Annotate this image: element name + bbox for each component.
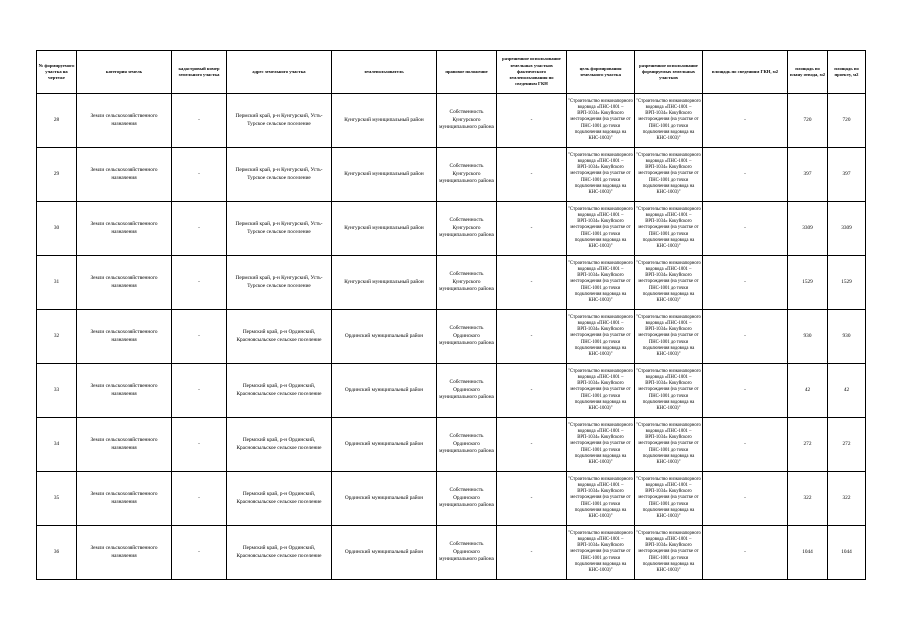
cell-gkn-permitted-use: - bbox=[497, 94, 567, 148]
cell-area-plan: 930 bbox=[788, 310, 828, 364]
cell-purpose: "Строительство низконапорного водовода «ПНС-1001 – ВРП-1034» Кокуйского месторождения (на участке от ПНС-1001 до точки подключения водовода на КНС-1003)" bbox=[568, 477, 633, 519]
header-purpose: цель формирования земельного участка bbox=[567, 51, 635, 94]
land-plots-table bbox=[36, 50, 866, 580]
cell-land-category: Земли сельскохозяйственного назначения bbox=[77, 148, 172, 202]
cell-address: Пермский край, р-н Кунгурский, Усть-Турское сельское поселение bbox=[227, 148, 332, 202]
cell-area-gkn: - bbox=[703, 472, 788, 526]
table-row bbox=[37, 526, 866, 580]
cell-gkn-permitted-use: - bbox=[497, 256, 567, 310]
table-row bbox=[37, 256, 866, 310]
cell-legal-status: Собственность Кунгурского муниципального района bbox=[437, 94, 497, 148]
cell-plot-number: 33 bbox=[37, 364, 77, 418]
header-land-user: землепользователь bbox=[332, 51, 437, 94]
cell-legal-status: Собственность Ординского муниципального района bbox=[437, 472, 497, 526]
table-row bbox=[37, 364, 866, 418]
cell-address: Пермский край, р-н Ординский, Красноясыльское сельское поселение bbox=[227, 310, 332, 364]
cell-area-plan: 3309 bbox=[788, 202, 828, 256]
cell-gkn-permitted-use: - bbox=[497, 418, 567, 472]
cell-gkn-permitted-use: - bbox=[497, 526, 567, 580]
cell-area-gkn: - bbox=[703, 148, 788, 202]
cell-land-user: Ординский муниципальный район bbox=[332, 418, 437, 472]
cell-area-project: 930 bbox=[828, 310, 866, 364]
header-address: адрес земельного участка bbox=[227, 51, 332, 94]
cell-permitted-use: "Строительство низконапорного водовода «ПНС-1001 – ВРП-1034» Кокуйского месторождения (на участке от ПНС-1001 до точки подключения водовода на КНС-1003)" bbox=[636, 531, 701, 573]
cell-permitted-use: "Строительство низконапорного водовода «ПНС-1001 – ВРП-1034» Кокуйского месторождения (на участке от ПНС-1001 до точки подключения водовода на КНС-1003)" bbox=[636, 477, 701, 519]
cell-purpose: "Строительство низконапорного водовода «ПНС-1001 – ВРП-1034» Кокуйского месторождения (на участке от ПНС-1001 до точки подключения водовода на КНС-1003)" bbox=[568, 207, 633, 249]
cell-cadastral-number: - bbox=[172, 364, 227, 418]
cell-purpose: "Строительство низконапорного водовода «ПНС-1001 – ВРП-1034» Кокуйского месторождения (на участке от ПНС-1001 до точки подключения водовода на КНС-1003)" bbox=[568, 423, 633, 465]
cell-area-plan: 720 bbox=[788, 94, 828, 148]
cell-area-project: 720 bbox=[828, 94, 866, 148]
cell-permitted-use: "Строительство низконапорного водовода «ПНС-1001 – ВРП-1034» Кокуйского месторождения (на участке от ПНС-1001 до точки подключения водовода на КНС-1003)" bbox=[636, 99, 701, 141]
cell-purpose: "Строительство низконапорного водовода «ПНС-1001 – ВРП-1034» Кокуйского месторождения (на участке от ПНС-1001 до точки подключения водовода на КНС-1003)" bbox=[568, 369, 633, 411]
cell-area-project: 42 bbox=[828, 364, 866, 418]
cell-gkn-permitted-use: - bbox=[497, 364, 567, 418]
cell-land-user: Кунгурский муниципальный район bbox=[332, 148, 437, 202]
cell-address: Пермский край, р-н Кунгурский, Усть-Турское сельское поселение bbox=[227, 256, 332, 310]
cell-land-category: Земли сельскохозяйственного назначения bbox=[77, 364, 172, 418]
table-row bbox=[37, 94, 866, 148]
table-row bbox=[37, 202, 866, 256]
cell-land-user: Ординский муниципальный район bbox=[332, 310, 437, 364]
cell-land-user: Кунгурский муниципальный район bbox=[332, 202, 437, 256]
cell-land-category: Земли сельскохозяйственного назначения bbox=[77, 418, 172, 472]
cell-legal-status: Собственность Кунгурского муниципального района bbox=[437, 256, 497, 310]
cell-cadastral-number: - bbox=[172, 310, 227, 364]
cell-permitted-use: "Строительство низконапорного водовода «ПНС-1001 – ВРП-1034» Кокуйского месторождения (на участке от ПНС-1001 до точки подключения водовода на КНС-1003)" bbox=[636, 315, 701, 357]
document-page bbox=[36, 50, 866, 580]
cell-legal-status: Собственность Ординского муниципального района bbox=[437, 364, 497, 418]
cell-area-project: 397 bbox=[828, 148, 866, 202]
cell-permitted-use: "Строительство низконапорного водовода «ПНС-1001 – ВРП-1034» Кокуйского месторождения (на участке от ПНС-1001 до точки подключения водовода на КНС-1003)" bbox=[636, 369, 701, 411]
header-cadastral-number: кадастровый номер земельного участка bbox=[172, 51, 227, 94]
cell-cadastral-number: - bbox=[172, 256, 227, 310]
cell-plot-number: 29 bbox=[37, 148, 77, 202]
cell-gkn-permitted-use: - bbox=[497, 148, 567, 202]
table-body bbox=[37, 94, 866, 580]
cell-cadastral-number: - bbox=[172, 526, 227, 580]
cell-address: Пермский край, р-н Ординский, Красноясыльское сельское поселение bbox=[227, 418, 332, 472]
cell-area-plan: 272 bbox=[788, 418, 828, 472]
header-plot-number: № формируемого участка на чертеже bbox=[37, 51, 77, 94]
header-legal-status: правовое положение bbox=[437, 51, 497, 94]
cell-area-gkn: - bbox=[703, 256, 788, 310]
table-row bbox=[37, 148, 866, 202]
header-permitted-use: разрешенное использование формируемых земельных участков bbox=[635, 51, 703, 94]
cell-purpose: "Строительство низконапорного водовода «ПНС-1001 – ВРП-1034» Кокуйского месторождения (на участке от ПНС-1001 до точки подключения водовода на КНС-1003)" bbox=[568, 261, 633, 303]
cell-plot-number: 36 bbox=[37, 526, 77, 580]
cell-gkn-permitted-use: - bbox=[497, 202, 567, 256]
cell-area-plan: 1529 bbox=[788, 256, 828, 310]
header-area-project: площадь по проекту, м2 bbox=[828, 51, 866, 94]
cell-address: Пермский край, р-н Ординский, Красноясыльское сельское поселение bbox=[227, 364, 332, 418]
cell-land-category: Земли сельскохозяйственного назначения bbox=[77, 310, 172, 364]
cell-plot-number: 35 bbox=[37, 472, 77, 526]
cell-land-user: Ординский муниципальный район bbox=[332, 472, 437, 526]
cell-area-gkn: - bbox=[703, 202, 788, 256]
cell-permitted-use: "Строительство низконапорного водовода «ПНС-1001 – ВРП-1034» Кокуйского месторождения (на участке от ПНС-1001 до точки подключения водовода на КНС-1003)" bbox=[636, 261, 701, 303]
cell-area-project: 1044 bbox=[828, 526, 866, 580]
cell-area-gkn: - bbox=[703, 418, 788, 472]
cell-land-category: Земли сельскохозяйственного назначения bbox=[77, 526, 172, 580]
cell-legal-status: Собственность Кунгурского муниципального района bbox=[437, 202, 497, 256]
cell-cadastral-number: - bbox=[172, 148, 227, 202]
cell-gkn-permitted-use: - bbox=[497, 472, 567, 526]
cell-permitted-use: "Строительство низконапорного водовода «ПНС-1001 – ВРП-1034» Кокуйского месторождения (на участке от ПНС-1001 до точки подключения водовода на КНС-1003)" bbox=[636, 207, 701, 249]
cell-address: Пермский край, р-н Ординский, Красноясыльское сельское поселение bbox=[227, 526, 332, 580]
cell-legal-status: Собственность Кунгурского муниципального района bbox=[437, 148, 497, 202]
cell-land-user: Ординский муниципальный район bbox=[332, 364, 437, 418]
cell-plot-number: 34 bbox=[37, 418, 77, 472]
cell-cadastral-number: - bbox=[172, 202, 227, 256]
cell-legal-status: Собственность Ординского муниципального района bbox=[437, 526, 497, 580]
table-row bbox=[37, 418, 866, 472]
cell-address: Пермский край, р-н Кунгурский, Усть-Турское сельское поселение bbox=[227, 94, 332, 148]
table-header bbox=[37, 51, 866, 94]
cell-plot-number: 30 bbox=[37, 202, 77, 256]
cell-area-plan: 397 bbox=[788, 148, 828, 202]
cell-address: Пермский край, р-н Кунгурский, Усть-Турское сельское поселение bbox=[227, 202, 332, 256]
cell-legal-status: Собственность Ординского муниципального района bbox=[437, 310, 497, 364]
cell-area-plan: 322 bbox=[788, 472, 828, 526]
cell-purpose: "Строительство низконапорного водовода «ПНС-1001 – ВРП-1034» Кокуйского месторождения (на участке от ПНС-1001 до точки подключения водовода на КНС-1003)" bbox=[568, 99, 633, 141]
cell-plot-number: 31 bbox=[37, 256, 77, 310]
cell-legal-status: Собственность Ординского муниципального района bbox=[437, 418, 497, 472]
cell-area-plan: 42 bbox=[788, 364, 828, 418]
table-row bbox=[37, 310, 866, 364]
cell-purpose: "Строительство низконапорного водовода «ПНС-1001 – ВРП-1034» Кокуйского месторождения (на участке от ПНС-1001 до точки подключения водовода на КНС-1003)" bbox=[568, 315, 633, 357]
cell-address: Пермский край, р-н Ординский, Красноясыльское сельское поселение bbox=[227, 472, 332, 526]
cell-cadastral-number: - bbox=[172, 94, 227, 148]
cell-plot-number: 32 bbox=[37, 310, 77, 364]
cell-purpose: "Строительство низконапорного водовода «ПНС-1001 – ВРП-1034» Кокуйского месторождения (на участке от ПНС-1001 до точки подключения водовода на КНС-1003)" bbox=[568, 153, 633, 195]
cell-area-project: 1529 bbox=[828, 256, 866, 310]
cell-land-category: Земли сельскохозяйственного назначения bbox=[77, 202, 172, 256]
cell-area-plan: 1044 bbox=[788, 526, 828, 580]
cell-area-project: 3309 bbox=[828, 202, 866, 256]
header-area-gkn: площадь по сведениям ГКН, м2 bbox=[703, 51, 788, 94]
cell-land-user: Кунгурский муниципальный район bbox=[332, 94, 437, 148]
cell-cadastral-number: - bbox=[172, 472, 227, 526]
header-land-category: категория земель bbox=[77, 51, 172, 94]
cell-land-user: Ординский муниципальный район bbox=[332, 526, 437, 580]
cell-area-gkn: - bbox=[703, 364, 788, 418]
cell-plot-number: 28 bbox=[37, 94, 77, 148]
cell-area-project: 322 bbox=[828, 472, 866, 526]
header-gkn-permitted-use: разрешенное использование земельных участков фактического землепользования по сведениям ГКН bbox=[497, 51, 567, 94]
cell-permitted-use: "Строительство низконапорного водовода «ПНС-1001 – ВРП-1034» Кокуйского месторождения (на участке от ПНС-1001 до точки подключения водовода на КНС-1003)" bbox=[636, 423, 701, 465]
cell-permitted-use: "Строительство низконапорного водовода «ПНС-1001 – ВРП-1034» Кокуйского месторождения (на участке от ПНС-1001 до точки подключения водовода на КНС-1003)" bbox=[636, 153, 701, 195]
cell-purpose: "Строительство низконапорного водовода «ПНС-1001 – ВРП-1034» Кокуйского месторождения (на участке от ПНС-1001 до точки подключения водовода на КНС-1003)" bbox=[568, 531, 633, 573]
cell-land-user: Кунгурский муниципальный район bbox=[332, 256, 437, 310]
cell-land-category: Земли сельскохозяйственного назначения bbox=[77, 256, 172, 310]
cell-land-category: Земли сельскохозяйственного назначения bbox=[77, 94, 172, 148]
cell-gkn-permitted-use: - bbox=[497, 310, 567, 364]
table-row bbox=[37, 472, 866, 526]
header-area-plan: площадь по плану отвода, м2 bbox=[788, 51, 828, 94]
cell-area-gkn: - bbox=[703, 526, 788, 580]
cell-cadastral-number: - bbox=[172, 418, 227, 472]
cell-area-gkn: - bbox=[703, 94, 788, 148]
cell-area-gkn: - bbox=[703, 310, 788, 364]
cell-land-category: Земли сельскохозяйственного назначения bbox=[77, 472, 172, 526]
cell-area-project: 272 bbox=[828, 418, 866, 472]
